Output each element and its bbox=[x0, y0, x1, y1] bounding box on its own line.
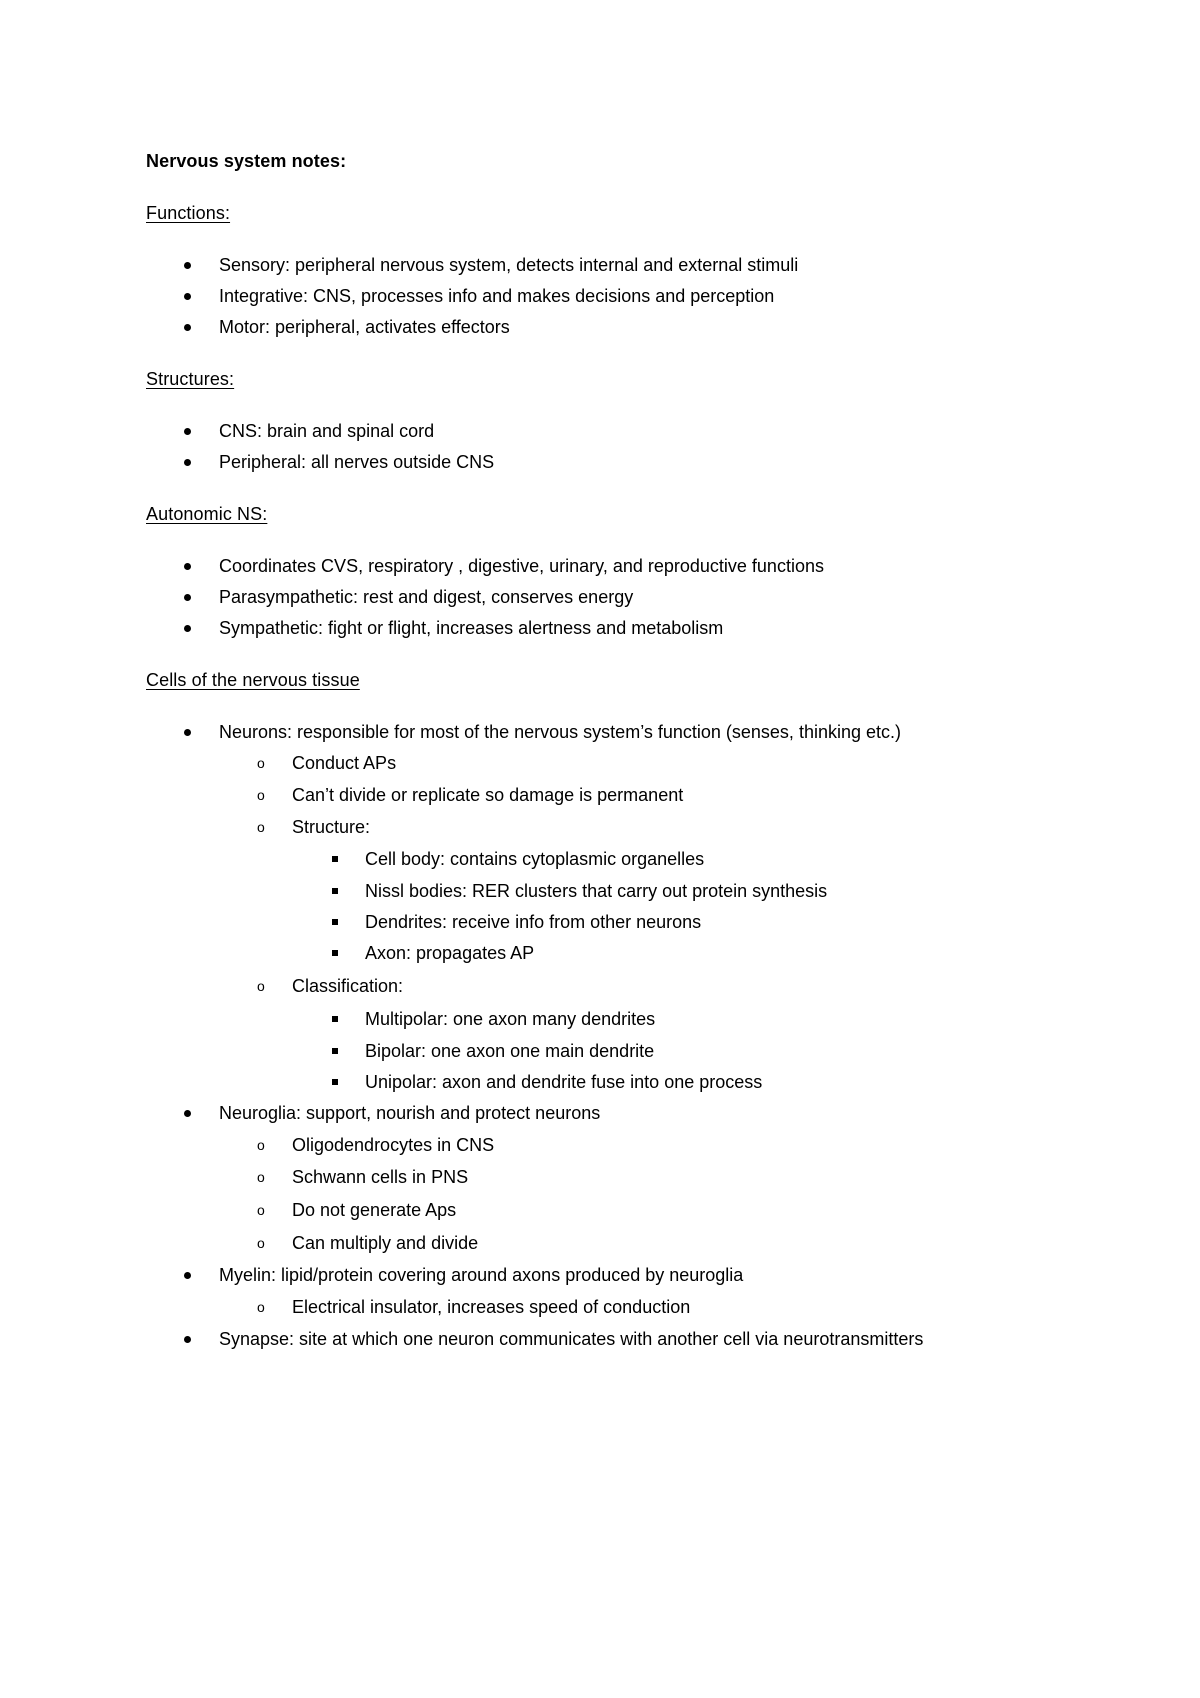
sub-list-item-text: Can multiply and divide bbox=[292, 1233, 479, 1253]
sub-list-item-text: Conduct APs bbox=[292, 753, 397, 773]
list-item-text: Neurons: responsible for most of the nervous system’s function (senses, thinking etc.) bbox=[219, 722, 901, 742]
list-item-text: Integrative: CNS, processes info and makes decisions and perception bbox=[219, 286, 775, 306]
bullet-icon bbox=[184, 592, 194, 602]
list-item-text: Peripheral: all nerves outside CNS bbox=[219, 452, 495, 472]
circle-bullet-icon: o bbox=[257, 978, 265, 994]
bullet-icon bbox=[184, 260, 194, 270]
document-title: Nervous system notes: bbox=[146, 151, 347, 171]
sub-list-item-text: Electrical insulator, increases speed of conduction bbox=[292, 1297, 691, 1317]
circle-bullet-icon: o bbox=[257, 819, 265, 835]
square-bullet-icon bbox=[332, 888, 338, 894]
bullet-icon bbox=[184, 457, 194, 467]
circle-bullet-icon: o bbox=[257, 1235, 265, 1251]
square-bullet-icon bbox=[332, 1016, 338, 1022]
circle-bullet-icon: o bbox=[257, 1202, 265, 1218]
autonomic-heading: Autonomic NS: bbox=[146, 504, 268, 524]
list-item-text: Coordinates CVS, respiratory , digestive, urinary, and reproductive functions bbox=[219, 556, 824, 576]
square-bullet-icon bbox=[332, 919, 338, 925]
sub-sub-list-item-text: Nissl bodies: RER clusters that carry out protein synthesis bbox=[365, 881, 828, 901]
sub-sub-list-item-text: Multipolar: one axon many dendrites bbox=[365, 1009, 656, 1029]
cells-heading: Cells of the nervous tissue bbox=[146, 670, 360, 690]
bullet-icon bbox=[184, 727, 194, 737]
list-item-text: Myelin: lipid/protein covering around axons produced by neuroglia bbox=[219, 1265, 744, 1285]
list-item-text: CNS: brain and spinal cord bbox=[219, 421, 435, 441]
sub-list-item-text: Can’t divide or replicate so damage is permanent bbox=[292, 785, 684, 805]
sub-sub-list-item-text: Bipolar: one axon one main dendrite bbox=[365, 1041, 655, 1061]
structures-heading: Structures: bbox=[146, 369, 235, 389]
sub-list-item-text: Schwann cells in PNS bbox=[292, 1167, 469, 1187]
sub-sub-list-item-text: Dendrites: receive info from other neurons bbox=[365, 912, 702, 932]
square-bullet-icon bbox=[332, 856, 338, 862]
bullet-icon bbox=[184, 426, 194, 436]
functions-heading: Functions: bbox=[146, 203, 231, 223]
bullet-icon bbox=[184, 561, 194, 571]
sub-sub-list-item-text: Unipolar: axon and dendrite fuse into one process bbox=[365, 1072, 763, 1092]
list-item-text: Neuroglia: support, nourish and protect neurons bbox=[219, 1103, 601, 1123]
list-item-text: Synapse: site at which one neuron communicates with another cell via neurotransmitters bbox=[219, 1329, 924, 1349]
sub-list-item-text: Structure: bbox=[292, 817, 371, 837]
bullet-icon bbox=[184, 291, 194, 301]
circle-bullet-icon: o bbox=[257, 1137, 265, 1153]
bullet-icon bbox=[184, 1334, 194, 1344]
square-bullet-icon bbox=[332, 1048, 338, 1054]
list-item-text: Sensory: peripheral nervous system, detects internal and external stimuli bbox=[219, 255, 799, 275]
bullet-icon bbox=[184, 322, 194, 332]
bullet-icon bbox=[184, 1108, 194, 1118]
list-item-text: Parasympathetic: rest and digest, conserves energy bbox=[219, 587, 634, 607]
bullet-icon bbox=[184, 1270, 194, 1280]
bullet-icon bbox=[184, 623, 194, 633]
list-item-text: Sympathetic: fight or flight, increases alertness and metabolism bbox=[219, 618, 724, 638]
sub-sub-list-item-text: Cell body: contains cytoplasmic organelles bbox=[365, 849, 705, 869]
list-item-text: Motor: peripheral, activates effectors bbox=[219, 317, 510, 337]
circle-bullet-icon: o bbox=[257, 787, 265, 803]
sub-sub-list-item-text: Axon: propagates AP bbox=[365, 943, 535, 963]
sub-list-item-text: Do not generate Aps bbox=[292, 1200, 457, 1220]
circle-bullet-icon: o bbox=[257, 755, 265, 771]
sub-list-item-text: Classification: bbox=[292, 976, 404, 996]
circle-bullet-icon: o bbox=[257, 1299, 265, 1315]
square-bullet-icon bbox=[332, 1079, 338, 1085]
sub-list-item-text: Oligodendrocytes in CNS bbox=[292, 1135, 495, 1155]
circle-bullet-icon: o bbox=[257, 1169, 265, 1185]
square-bullet-icon bbox=[332, 950, 338, 956]
